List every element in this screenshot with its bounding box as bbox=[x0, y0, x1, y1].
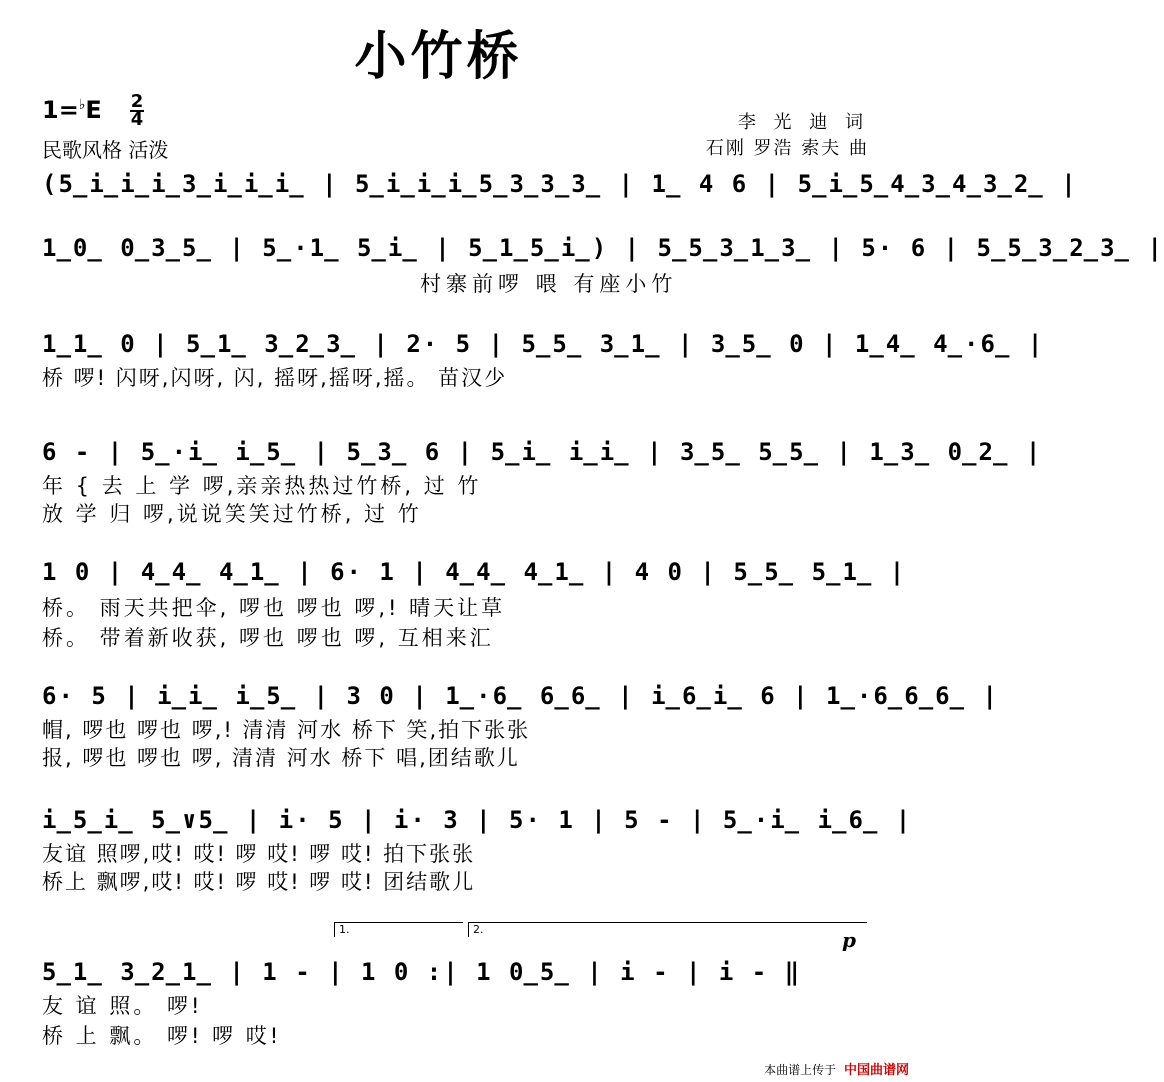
score-line-4-lyrics-2: 放 学 归 啰,说说笑笑过竹桥, 过 竹 bbox=[42, 502, 422, 526]
score-line-2-notes: 1̲0̲ 0̲3̲5̲ | 5̲·1̲ 5̲i̲ | 5̲1̲5̲i̲) | 5̲5̲3̲1̲3̲ | 5· 6 | 5̲5̲3̲2̲3̲ | bbox=[42, 234, 1164, 262]
score-line-6-lyrics-1: 帽, 啰也 啰也 啰,! 清清 河水 桥下 笑,拍下张张 bbox=[42, 718, 531, 742]
key-prefix: 1= bbox=[42, 96, 79, 124]
time-signature bbox=[130, 91, 144, 130]
meter-bottom: 4 bbox=[130, 109, 144, 130]
lyricist-credit: 李 光 迪 词 bbox=[737, 112, 869, 133]
score-line-8-lyrics-2: 桥 上 飘。 啰! 啰 哎! bbox=[42, 1024, 282, 1048]
song-title: 小竹桥 bbox=[354, 27, 523, 87]
second-ending-bracket: 2. bbox=[468, 922, 867, 937]
score-line-5-lyrics-2: 桥。 带着新收获, 啰也 啰也 啰, 互相来汇 bbox=[42, 626, 494, 650]
score-line-8-lyrics-1: 友 谊 照。 啰! bbox=[42, 994, 203, 1018]
score-line-4-notes: 6 - | 5̲·i̲ i̲5̲ | 5̲3̲ 6 | 5̲i̲ i̲i̲ | 3̲5̲ 5̲5̲ | 1̲3̲ 0̲2̲ | bbox=[42, 438, 1043, 466]
site-logo: 中国曲谱网 bbox=[843, 1063, 909, 1078]
score-line-8-notes: 5̲1̲ 3̲2̲1̲ | 1 - | 1 0 :| 1 0̲5̲ | i - | i - ‖ bbox=[42, 958, 802, 986]
flat-sign: ♭ bbox=[78, 97, 86, 113]
meter-top: 2 bbox=[130, 91, 144, 112]
score-line-7-lyrics-2: 桥上 飘啰,哎! 哎! 啰 哎! 啰 哎! 团结歌儿 bbox=[42, 870, 476, 894]
score-line-3-lyrics: 桥 啰! 闪呀,闪呀, 闪, 摇呀,摇呀,摇。 苗汉少 bbox=[42, 366, 508, 390]
key-note: E bbox=[85, 96, 102, 124]
upload-text: 本曲谱上传于 bbox=[764, 1063, 837, 1077]
score-line-3-notes: 1̲1̲ 0 | 5̲1̲ 3̲2̲3̲ | 2· 5 | 5̲5̲ 3̲1̲ | 3̲5̲ 0 | 1̲4̲ 4̲·6̲ | bbox=[42, 330, 1045, 358]
score-line-4-lyrics-1: 年 { 去 上 学 啰,亲亲热热过竹桥, 过 竹 bbox=[42, 474, 482, 498]
score-line-7-lyrics-1: 友谊 照啰,哎! 哎! 啰 哎! 啰 哎! 拍下张张 bbox=[42, 842, 476, 866]
performance-style: 民歌风格 活泼 bbox=[42, 138, 169, 162]
first-ending-bracket: 1. bbox=[334, 922, 463, 937]
score-line-5-notes: 1 0 | 4̲4̲ 4̲1̲ | 6· 1 | 4̲4̲ 4̲1̲ | 4 0 | 5̲5̲ 5̲1̲ | bbox=[42, 558, 907, 586]
dynamic-marking: p bbox=[842, 928, 856, 952]
score-line-6-notes: 6· 5 | i̲i̲ i̲5̲ | 3 0 | 1̲·6̲ 6̲6̲ | i̲6̲i̲ 6 | 1̲·6̲6̲6̲ | bbox=[42, 682, 999, 710]
score-line-2-lyrics: 村寨前啰 喂 有座小竹 bbox=[420, 272, 678, 296]
score-line-6-lyrics-2: 报, 啰也 啰也 啰, 清清 河水 桥下 唱,团结歌儿 bbox=[42, 746, 520, 770]
composer-credit: 石刚 罗浩 索夫 曲 bbox=[705, 138, 869, 159]
key-signature bbox=[42, 96, 102, 124]
score-line-7-notes: i̲5̲i̲ 5̲∨5̲ | i· 5 | i· 3 | 5· 1 | 5 - | 5̲·i̲ i̲6̲ | bbox=[42, 806, 913, 834]
score-line-5-lyrics-1: 桥。 雨天共把伞, 啰也 啰也 啰,! 晴天让草 bbox=[42, 596, 506, 620]
upload-footer bbox=[764, 1059, 909, 1078]
score-line-1-notes: (5̲i̲i̲i̲3̲i̲i̲i̲ | 5̲i̲i̲i̲5̲3̲3̲3̲ | 1̲ 4 6 | 5̲i̲5̲4̲3̲4̲3̲2̲ | bbox=[42, 170, 1078, 198]
